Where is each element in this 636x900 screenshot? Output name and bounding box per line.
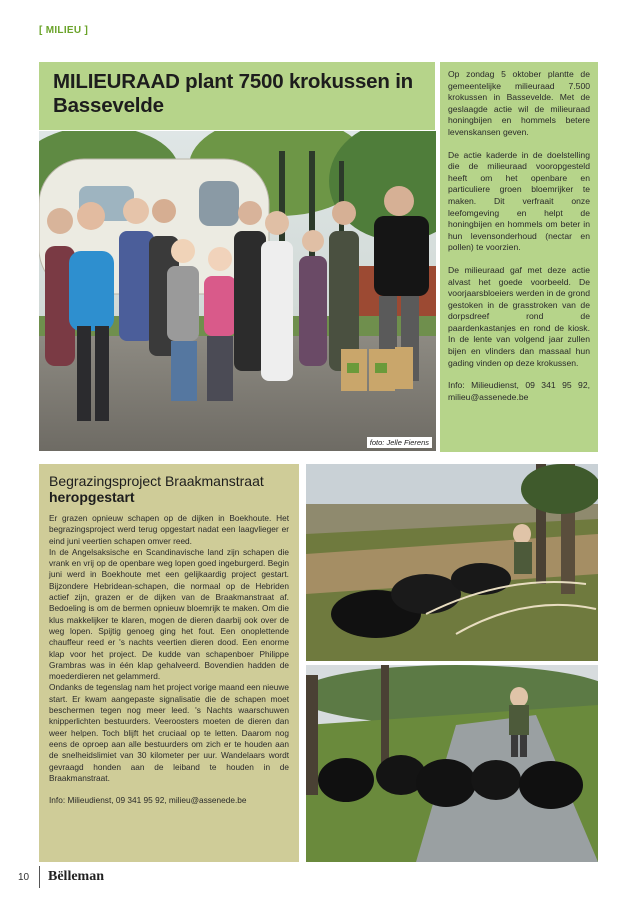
page-number: 10 xyxy=(18,872,30,883)
grazing-paragraph: Er grazen opnieuw schapen op de dijken in Boekhoute. Het begrazingsproject werd terug opgestart nadat een laagvlieger er eind juni veertien schapen omver reed. xyxy=(49,513,289,546)
headline-box xyxy=(39,62,435,130)
grazing-body xyxy=(49,513,289,784)
grazing-article-box xyxy=(39,464,299,862)
article-text-box xyxy=(440,62,598,452)
grazing-paragraph: In de Angelsaksische en Scandinavische land zijn schapen die vrank en vrij op de openbare weg lopen goed ingeburgerd. Begin juni werd in Boekhoute met een gelijkaardig project gestart. Bijzondere Hebridean-schapen, die normaal op de Hebriden actief zijn, grazen er de dijken van de Braakmanstraat af. Bedoeling is om de bermen opnieuw bloemrijk te maken. Om die klus makkelijker te klaren, mogen de dieren daarbij ook over de weg lopen. Spijtig genoeg ging het fout. Een onoplettende chauffeur reed er 's nachts veertien dieren dood. Een enorme klap voor het project. De kudde van schapenboer Philippe Grambras was in één klap gehalveerd. Bovendien hadden de moederdieren net gelammerd. xyxy=(49,546,289,682)
section-tag: [ MILIEU ] xyxy=(39,25,89,36)
article-info: Info: Milieudienst, 09 341 95 92, milieu@assenede.be xyxy=(448,380,590,402)
magazine-brand: Bëlleman xyxy=(48,869,104,884)
footer-divider xyxy=(39,866,40,888)
article-paragraph: De milieuraad gaf met deze actie alvast het goede voorbeeld. De voorjaarsbloeiers werden in de grond gestoken in de grasstroken van de dorpsdreef rond de paardenkastanjes en rond de kiosk. In de lente van volgend jaar zullen bijen en vlinders dan massaal hun gading vinden op deze krokussen. xyxy=(448,264,590,368)
grazing-title: Begrazingsproject Braakmanstraat xyxy=(49,473,264,489)
sheep-road-photo xyxy=(306,665,598,862)
article-headline: MILIEURAAD plant 7500 krokussen in Bassevelde xyxy=(53,70,414,117)
grazing-paragraph: Ondanks de tegenslag nam het project vorige maand een nieuwe start. Er kwam aangepaste signalisatie die de schapen moet beschermen tegen nog meer leed. 's Nachts waarschuwen knipperlichten bestuurders. Veeroosters moeten de dieren dan weer helpen. Toch blijft het cruciaal op te letten. Daarom nog eens de oproep aan alle bestuurders om zich er te houden aan de snelheidslimiet van 30 kilometer per uur. Wandelaars wordt gevraagd honden aan de leiband te houden in de Braakmanstraat. xyxy=(49,682,289,783)
article-paragraph: Op zondag 5 oktober plantte de gemeentelijke milieuraad 7.500 krokussen in Bassevelde. Met de geslaagde actie wil de milieuraad honingbijen en hommels betere levenskansen geven. xyxy=(448,69,590,137)
grazing-subtitle: heropgestart xyxy=(49,489,135,505)
grazing-info: Info: Milieudienst, 09 341 95 92, milieu@assenede.be xyxy=(49,795,247,806)
photo-credit: foto: Jelle Fierens xyxy=(367,437,432,448)
sheep-dike-photo xyxy=(306,464,598,661)
group-photo xyxy=(39,131,436,451)
article-paragraph: De actie kaderde in de doelstelling die de milieuraad vooropgesteld heeft om het openbare en particuliere groen bloemrijker te maken. Dit verfraait onze leefomgeving en helpt de honingbijen en hommels om beter in hun levensonderhoud (nectar en pollen) te voorzien. xyxy=(448,149,590,253)
